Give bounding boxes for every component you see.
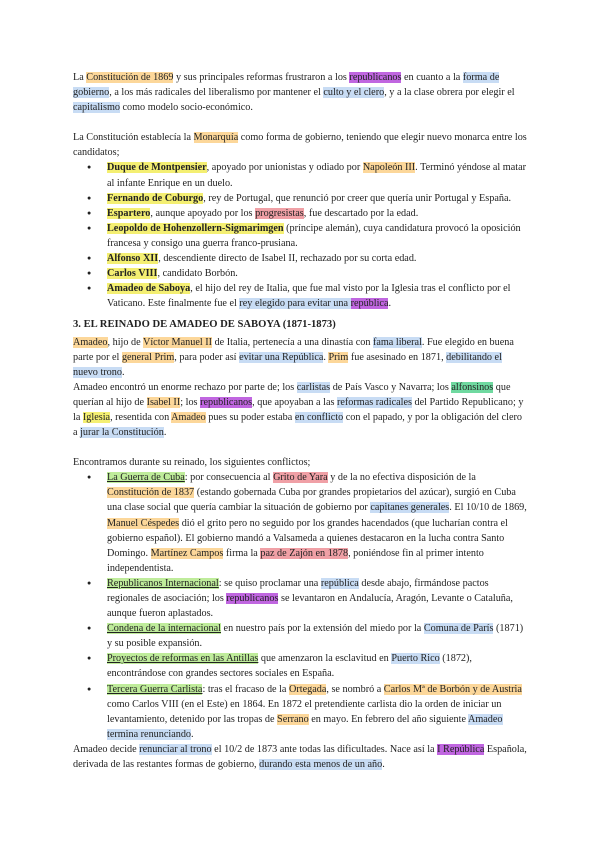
text-run: en mayo. En febrero del año siguiente — [308, 713, 468, 725]
highlighted-text: Alfonso XII — [107, 253, 159, 265]
text-run: y de la no efectiva disposición de la — [327, 472, 476, 484]
highlighted-text: Fernando de Coburgo — [107, 192, 204, 204]
section-heading: 3. EL REINADO DE AMADEO DE SABOYA (1871-1873) — [73, 319, 336, 331]
candidates-list — [73, 160, 528, 311]
highlighted-text: debilitando el nuevo trono — [73, 351, 502, 378]
text-run: del Partido Republicano; y la — [73, 396, 524, 423]
highlighted-text: republicanos — [226, 593, 279, 604]
text-run: , resentida con — [110, 411, 172, 423]
highlighted-text: Carlos Mª de Borbón y de Austria — [383, 683, 522, 695]
highlighted-text: Ortegada — [289, 683, 327, 695]
highlighted-text: Iglesia — [82, 411, 111, 423]
text-run: ; los — [180, 396, 201, 408]
text-run: y sus principales reformas frustraron a los — [173, 72, 350, 83]
candidate-item — [107, 191, 528, 206]
text-run: La Constitución establecía la — [73, 132, 194, 144]
highlighted-text: republicanos — [200, 396, 253, 408]
text-run: , fue descartado por la edad. — [303, 207, 419, 219]
highlighted-text: Constitución de 1837 — [107, 487, 195, 499]
highlighted-text: renunciar al trono — [139, 743, 212, 755]
highlighted-text: Serrano — [277, 713, 309, 725]
candidates-intro — [73, 130, 528, 160]
candidate-item — [107, 160, 528, 190]
text-run: como Carlos VIII (en el Este) en 1864. En 1872 el pretendiente carlista dio la orden de iniciar un levantamiento, detenido por las tropas de — [107, 698, 502, 725]
highlighted-text: durando esta menos de un año — [259, 759, 383, 771]
text-run: . — [121, 366, 125, 378]
text-run: (príncipe alemán), cuya candidatura provocó la oposición francesa y consigo una guerra franco-prusiana. — [107, 222, 521, 249]
text-run: que amenzaron la esclavitud en — [258, 653, 392, 665]
conflict-item — [107, 470, 528, 576]
candidate-item — [107, 251, 528, 266]
text-run: se levantaron en Andalucía, Aragón, Levante o Cataluña, aunque fueron aplastados. — [107, 593, 513, 620]
text-run: en nuestro país por la extensión del miedo por la — [221, 623, 424, 635]
text-run: Española, derivada de las restantes formas de gobierno, — [73, 743, 527, 771]
conflict-item — [107, 621, 528, 651]
spacer — [73, 440, 528, 455]
highlighted-text: alfonsinos — [451, 381, 494, 393]
text-run: como modelo socio-económico. — [119, 102, 253, 114]
highlighted-text: capitalismo — [73, 102, 120, 114]
highlighted-text: I República — [437, 743, 485, 755]
text-run: fue asesinado en 1871, — [348, 351, 447, 363]
highlighted-text: forma de gobierno — [73, 72, 500, 99]
candidate-item — [107, 206, 528, 221]
highlighted-text: Constitución de 1869 — [86, 72, 174, 83]
text-run: , el hijo del rey de Italia, que fue mal visto por la Iglesia tras el conflicto por el Vaticano. Este finalmente fue el — [107, 283, 511, 310]
text-run: (1872), encontrándose con grandes sectores sociales en España. — [107, 653, 472, 680]
highlighted-text: rey elegido para evitar una — [239, 298, 351, 310]
highlighted-text: reformas radicales — [337, 396, 412, 408]
highlighted-text: Condena de la internacional — [107, 623, 221, 635]
highlighted-text: república — [350, 298, 389, 310]
text-run: , poniéndose fin al primer intento independentista. — [107, 547, 484, 574]
candidate-item — [107, 281, 528, 311]
highlighted-text: La Guerra de Cuba — [107, 472, 185, 484]
text-run: , candidato Borbón. — [157, 268, 238, 280]
highlighted-text: Puerto Rico — [391, 653, 440, 665]
reign-paragraph — [73, 335, 528, 380]
text-run: desde abajo, firmándose pactos regionales de asociación; los — [107, 577, 489, 604]
text-run: de País Vasco y Navarra; los — [330, 381, 452, 393]
text-run: con el papado, y por la obligación del clero a — [73, 411, 522, 439]
text-run: , hijo de — [107, 336, 143, 348]
highlighted-text: Grito de Yara — [273, 472, 328, 484]
text-run: dió el grito pero no seguido por los grandes hacendados (que lucharían contra el gobierno español). El gobierno mandó a Valsameda a quienes destacaron en la lucha contra Santo Domingo. — [107, 517, 508, 559]
highlighted-text: culto y el clero — [323, 87, 385, 99]
text-run: en cuanto a la — [401, 72, 463, 83]
highlighted-text: fama liberal — [372, 336, 422, 348]
highlighted-text: Proyectos de reformas en las Antillas — [107, 653, 259, 665]
text-run: , para poder así — [174, 351, 240, 363]
text-run: Amadeo encontró un enorme rechazo por parte de; los — [73, 381, 297, 393]
text-run: pues su poder estaba — [205, 411, 295, 423]
text-run: , se nombró a — [326, 683, 384, 695]
highlighted-text: Monarquía — [193, 132, 239, 144]
conflicts-list — [73, 470, 528, 742]
text-run: , aunque apoyado por los — [150, 207, 256, 219]
conflict-item — [107, 682, 528, 742]
highlighted-text: republicanos — [349, 72, 402, 83]
text-run: . — [163, 427, 167, 439]
highlighted-text: Duque de Montpensier — [107, 162, 207, 174]
text-run: . — [191, 728, 194, 740]
text-run: como forma de gobierno, teniendo que elegir nuevo monarca entre los candidatos; — [73, 132, 527, 159]
document-page — [73, 70, 528, 772]
conflicts-intro: Encontramos durante su reinado, los siguientes conflictos; — [73, 457, 311, 469]
highlighted-text: Leopoldo de Hohenzollern-Sigmarimgen — [107, 222, 284, 234]
text-run: , y a la clase obrera por elegir el — [384, 87, 515, 99]
intro-paragraph — [73, 70, 528, 115]
text-run: de Italia, pertenecía a una dinastía con — [212, 336, 373, 348]
highlighted-text: progresistas — [255, 207, 304, 219]
text-run: , descendiente directo de Isabel II, rechazado por su corta edad. — [158, 253, 417, 265]
highlighted-text: Prim — [328, 351, 349, 363]
highlighted-text: Republicanos Internacional — [107, 577, 219, 589]
highlighted-text: carlistas — [296, 381, 331, 393]
candidate-item — [107, 266, 528, 281]
text-run: . — [382, 759, 385, 771]
text-run: (estando gobernada Cuba por grandes propietarios del azúcar), surgió en Cuba una clase social que quería cambiar la situación de gobierno por — [107, 487, 516, 514]
highlighted-text: paz de Zajón en 1878 — [260, 547, 349, 559]
text-run: : se quiso proclamar una — [218, 577, 321, 589]
text-run: Amadeo decide — [73, 743, 140, 755]
highlighted-text: Tercera Guerra Carlista — [107, 683, 203, 695]
highlighted-text: Espartero — [107, 207, 151, 219]
text-run: . Fue elegido en buena parte por el — [73, 336, 514, 363]
highlighted-text: capitanes generales — [370, 502, 450, 514]
highlighted-text: república — [320, 577, 359, 589]
closing-paragraph — [73, 742, 528, 772]
rejection-paragraph — [73, 380, 528, 440]
highlighted-text: Amadeo — [171, 411, 206, 423]
highlighted-text: Amadeo de Saboya — [107, 283, 191, 295]
text-run: el 10/2 de 1873 ante todas las dificultades. Nace así la — [211, 743, 438, 755]
highlighted-text: evitar una República — [239, 351, 324, 363]
text-run: que querían al hijo de — [73, 381, 511, 408]
text-run: . — [388, 298, 392, 310]
conflict-item — [107, 576, 528, 621]
highlighted-text: Isabel II — [146, 396, 181, 408]
highlighted-text: Manuel Céspedes — [107, 517, 180, 529]
text-run: . El 10/10 de 1869, — [449, 502, 527, 514]
highlighted-text: Víctor Manuel II — [142, 336, 213, 348]
highlighted-text: Carlos VIII — [107, 268, 158, 280]
text-run: (1871) y su posible expansión. — [107, 623, 524, 650]
highlighted-text: Amadeo — [73, 336, 108, 348]
highlighted-text: Comuna de París — [423, 623, 494, 635]
text-run: , rey de Portugal, que renunció por creer que quería unir Portugal y España. — [203, 192, 512, 204]
candidate-item — [107, 221, 528, 251]
text-run: , que apoyaban a las — [252, 396, 337, 408]
highlighted-text: jurar la Constitución — [80, 427, 164, 439]
text-run: , a los más radicales del liberalismo por mantener el — [109, 87, 324, 99]
spacer — [73, 115, 528, 130]
text-run: : por consecuencia al — [184, 472, 274, 484]
text-run: , apoyado por unionistas y odiado por — [206, 162, 363, 174]
highlighted-text: Martínez Campos — [150, 547, 224, 559]
text-run: firma la — [223, 547, 261, 559]
text-run: . Terminó yéndose al matar al infante Enrique en un duelo. — [107, 162, 526, 189]
conflict-item — [107, 651, 528, 681]
text-run: . — [323, 351, 329, 363]
highlighted-text: en conflicto — [294, 411, 344, 423]
text-run: La — [73, 72, 87, 83]
highlighted-text: Amadeo termina renunciando — [107, 713, 503, 740]
highlighted-text: Napoleón III — [362, 162, 416, 174]
highlighted-text: general Prim — [121, 351, 175, 363]
text-run: : tras el fracaso de la — [202, 683, 290, 695]
